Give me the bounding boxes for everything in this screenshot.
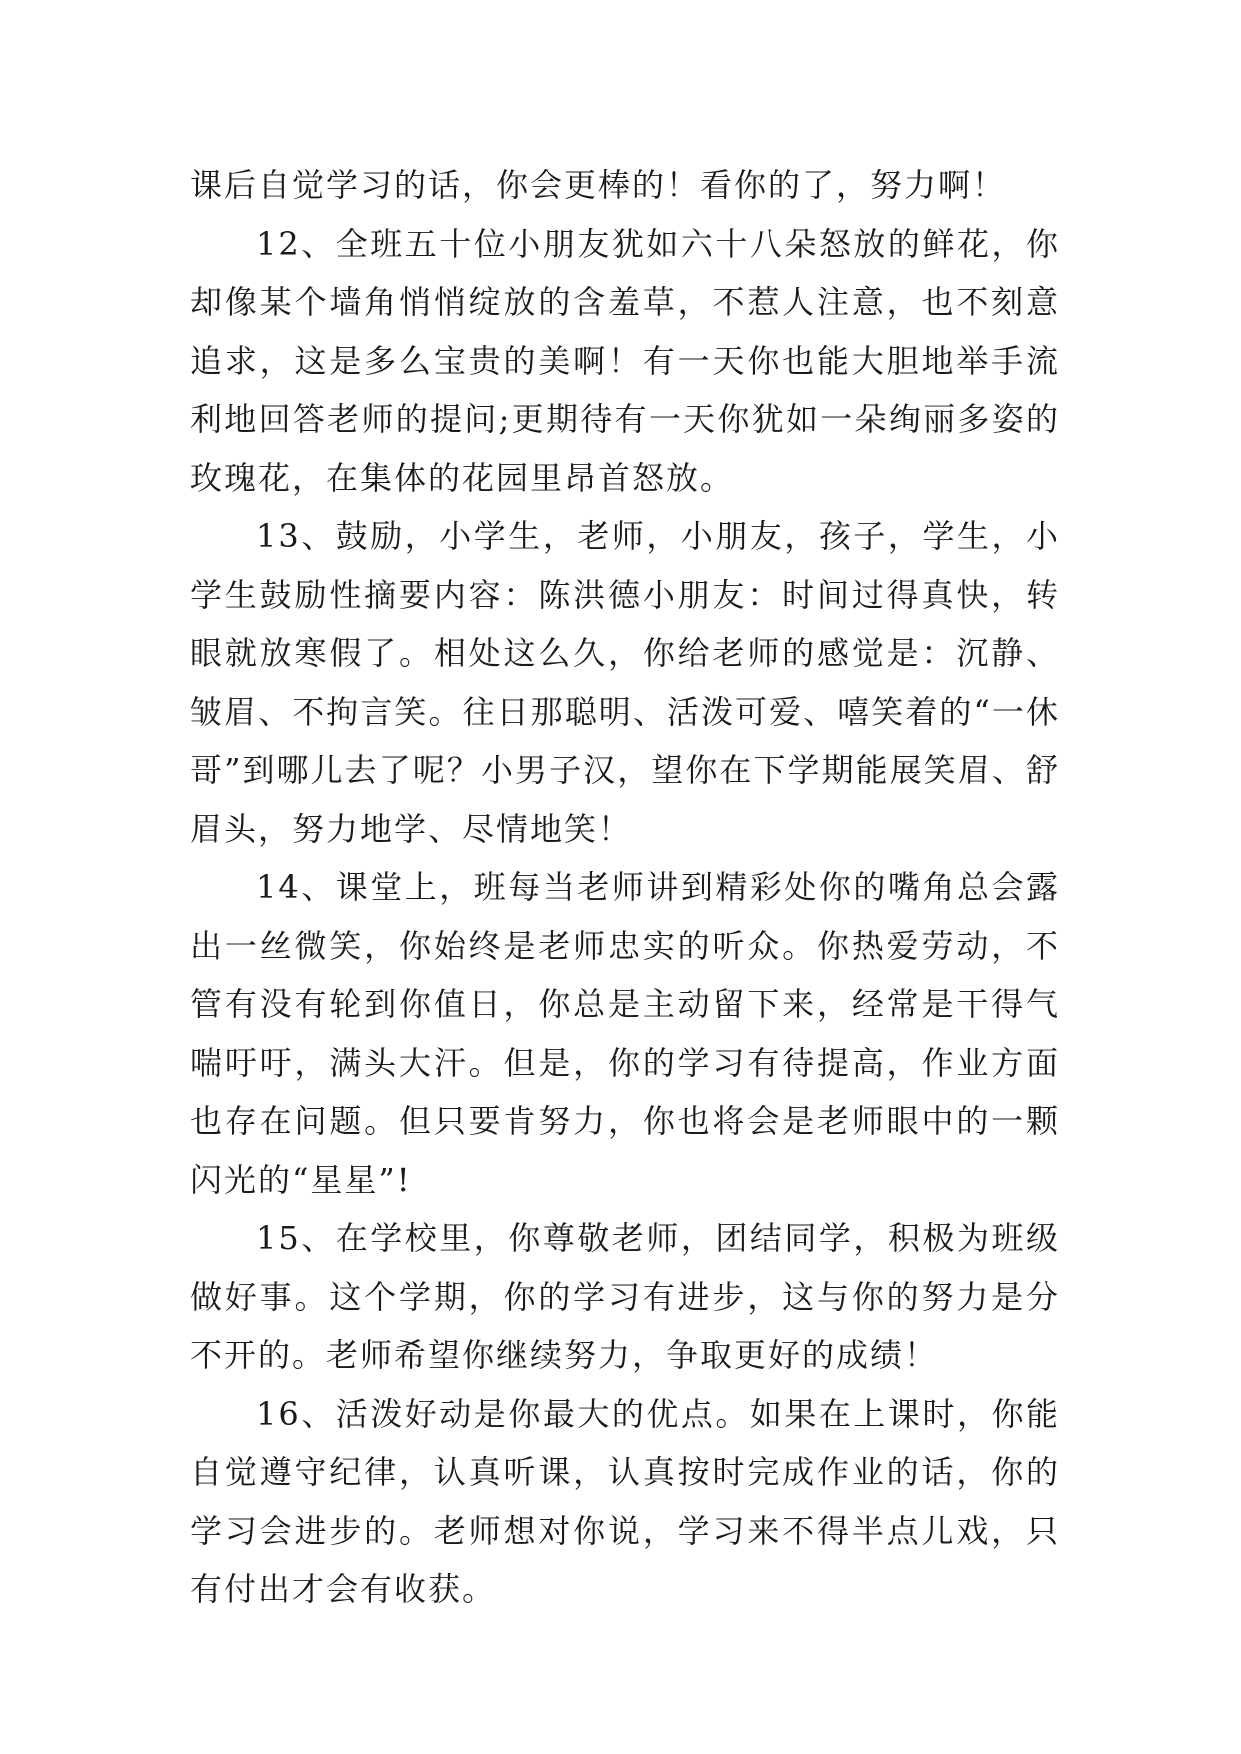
paragraph-item-16: 16、活泼好动是你最大的优点。如果在上课时，你能自觉遵守纪律，认真听课，认真按时完成作业的话，你的学习会进步的。老师想对你说，学习来不得半点儿戏，只有付出才会有收获。 — [190, 1394, 1060, 1608]
paragraph-item-14: 14、课堂上，班每当老师讲到精彩处你的嘴角总会露出一丝微笑，你始终是老师忠实的听众。你热爱劳动，不管有没有轮到你值日，你总是主动留下来，经常是干得气喘吁吁，满头大汗。但是，你的学习有待提高，作业方面也存在问题。但只要肯努力，你也将会是老师眼中的一颗闪光的“星星”! — [190, 868, 1060, 1199]
paragraph-item-12: 12、全班五十位小朋友犹如六十八朵怒放的鲜花，你却像某个墙角悄悄绽放的含羞草，不惹人注意，也不刻意追求，这是多么宝贵的美啊！有一天你也能大胆地举手流利地回答老师的提问;更期待有一天你犹如一朵绚丽多姿的玫瑰花，在集体的花园里昂首怒放。 — [190, 224, 1060, 497]
paragraph-item-15: 15、在学校里，你尊敬老师，团结同学，积极为班级做好事。这个学期，你的学习有进步，这与你的努力是分不开的。老师希望你继续努力，争取更好的成绩！ — [190, 1219, 1060, 1374]
paragraph-continuation: 课后自觉学习的话，你会更棒的！看你的了，努力啊！ — [190, 166, 1007, 204]
document-body — [190, 156, 1060, 1619]
paragraph-item-13: 13、鼓励，小学生，老师，小朋友，孩子，学生，小学生鼓励性摘要内容：陈洪德小朋友：时间过得真快，转眼就放寒假了。相处这么久，你给老师的感觉是：沉静、皱眉、不拘言笑。往日那聪明、活泼可爱、嘻笑着的“一休哥”到哪儿去了呢？小男子汉，望你在下学期能展笑眉、舒眉头，努力地学、尽情地笑！ — [190, 517, 1060, 848]
